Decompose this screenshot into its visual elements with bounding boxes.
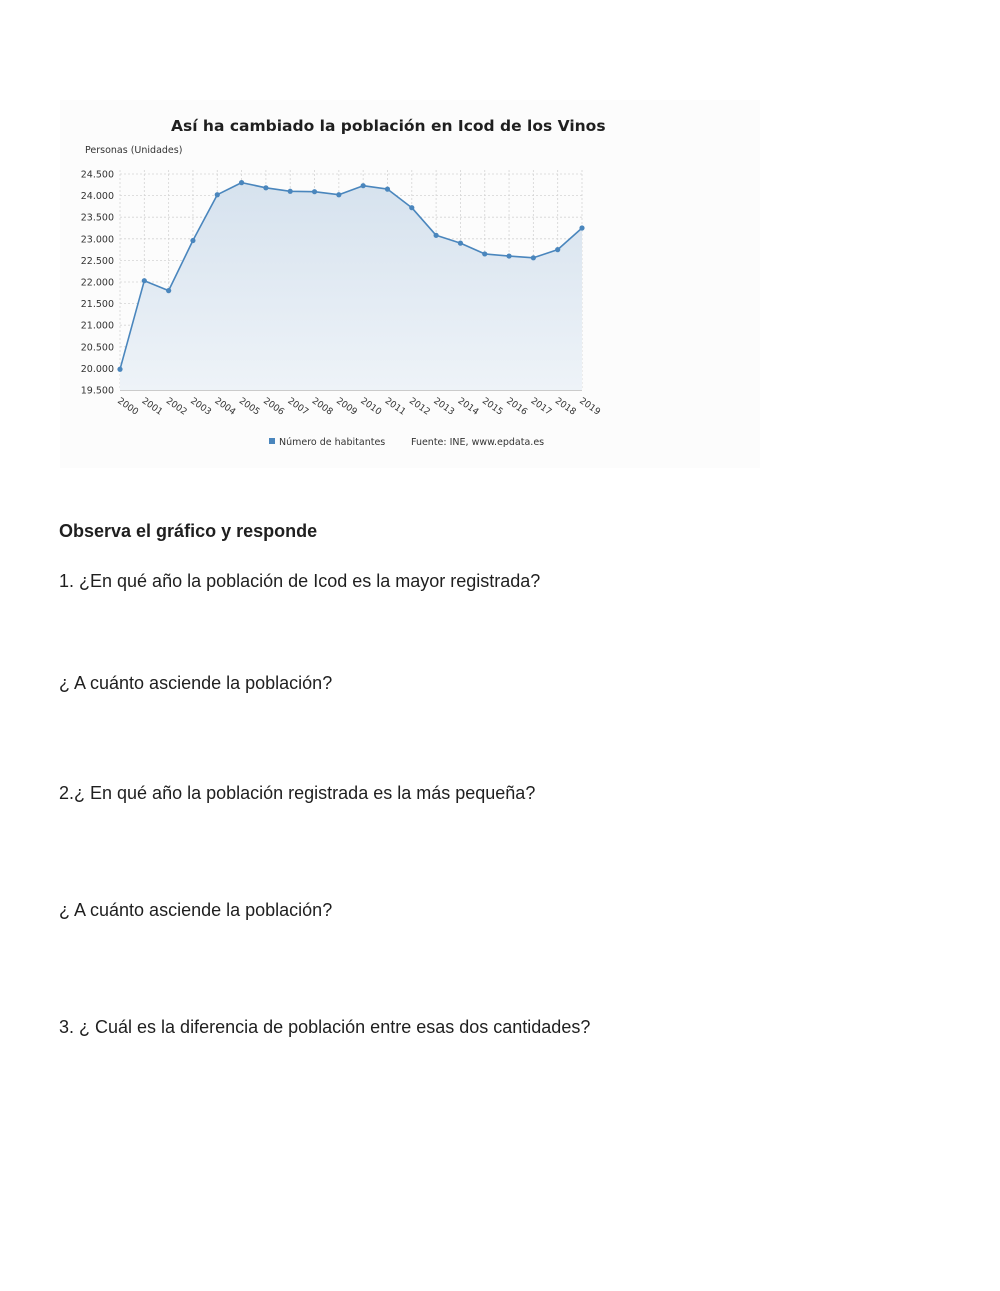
x-tick-label: 2000	[115, 396, 140, 418]
x-tick-label: 2006	[261, 396, 286, 418]
x-tick-label: 2015	[480, 396, 505, 418]
x-tick-label: 2013	[431, 396, 456, 418]
y-tick-label: 20.500	[80, 342, 114, 354]
data-point	[531, 255, 536, 260]
x-tick-labels	[115, 396, 602, 417]
data-point	[142, 278, 147, 283]
data-point	[409, 205, 414, 210]
x-tick-label: 2009	[334, 396, 359, 418]
x-tick-label: 2016	[504, 396, 529, 418]
x-tick-label: 2003	[188, 396, 213, 418]
population-chart	[60, 100, 760, 468]
y-tick-label: 23.000	[80, 234, 114, 246]
y-tick-label: 21.500	[80, 299, 114, 311]
y-tick-label: 24.000	[80, 191, 114, 203]
data-point	[361, 183, 366, 188]
data-point	[215, 192, 220, 197]
question-2b: ¿ A cuánto asciende la población?	[59, 900, 333, 920]
data-point	[239, 180, 244, 185]
x-tick-label: 2012	[407, 396, 432, 418]
data-point	[506, 253, 511, 258]
data-point	[166, 288, 171, 293]
x-tick-label: 2004	[212, 396, 238, 418]
question-2: 2.¿ En qué año la población registrada es la más pequeña?	[59, 783, 536, 803]
y-tick-label: 22.500	[80, 255, 114, 267]
data-point	[190, 238, 195, 243]
data-point	[434, 233, 439, 238]
question-1: 1. ¿En qué año la población de Icod es la mayor registrada?	[59, 571, 541, 591]
data-point	[385, 187, 390, 192]
y-axis-label: Personas (Unidades)	[85, 145, 183, 156]
x-tick-label: 2001	[139, 396, 165, 418]
legend-label: Número de habitantes	[279, 437, 386, 448]
x-tick-label: 2014	[455, 396, 481, 418]
chart-svg	[60, 100, 760, 468]
data-point	[579, 225, 584, 230]
data-point	[482, 251, 487, 256]
x-tick-label: 2007	[285, 396, 310, 418]
x-tick-label: 2018	[552, 396, 578, 418]
data-point	[288, 189, 293, 194]
chart-source: Fuente: INE, www.epdata.es	[411, 437, 545, 448]
y-tick-label: 21.000	[80, 320, 114, 332]
x-tick-label: 2017	[528, 396, 554, 418]
y-tick-label: 19.500	[80, 385, 114, 397]
data-point	[336, 192, 341, 197]
series-area	[120, 183, 582, 390]
x-tick-label: 2019	[577, 396, 602, 418]
x-tick-label: 2005	[236, 396, 262, 418]
data-point	[555, 247, 560, 252]
y-tick-labels	[81, 170, 114, 397]
data-point	[263, 185, 268, 190]
y-tick-label: 24.500	[80, 169, 114, 181]
y-tick-label: 22.000	[80, 277, 114, 289]
legend-swatch	[269, 438, 275, 444]
y-tick-label: 20.000	[80, 363, 114, 375]
worksheet-heading: Observa el gráfico y responde	[59, 521, 318, 541]
y-tick-label: 23.500	[80, 212, 114, 224]
question-1b: ¿ A cuánto asciende la población?	[59, 673, 333, 693]
x-tick-label: 2008	[309, 396, 335, 418]
data-point	[458, 241, 463, 246]
data-point	[312, 189, 317, 194]
area-layer	[120, 183, 582, 390]
data-point	[117, 367, 122, 372]
question-3: 3. ¿ Cuál es la diferencia de población entre esas dos cantidades?	[59, 1017, 591, 1037]
x-tick-label: 2011	[382, 396, 408, 418]
chart-title: Así ha cambiado la población en Icod de los Vinos	[171, 117, 606, 135]
x-tick-label: 2010	[358, 396, 383, 418]
x-tick-label: 2002	[163, 396, 189, 418]
